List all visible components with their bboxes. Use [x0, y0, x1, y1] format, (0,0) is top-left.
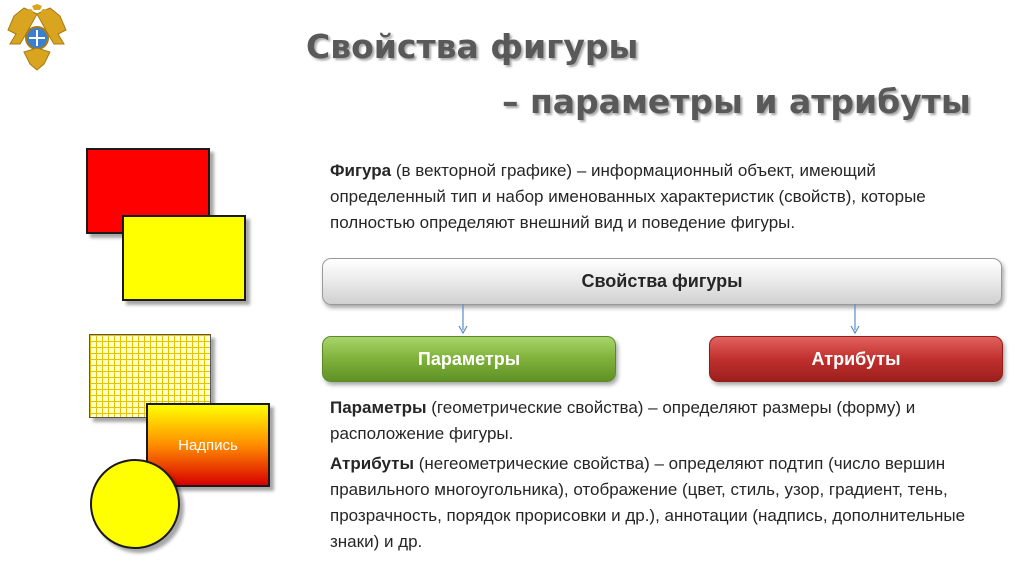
caption-box-label: Надпись [178, 436, 238, 454]
page-title-line2: – параметры и атрибуты [502, 82, 971, 121]
attributes-paragraph [330, 451, 998, 555]
parameters-paragraph [330, 395, 1000, 447]
diagram-parameters-box [322, 336, 616, 382]
parameters-term: Параметры [330, 398, 427, 417]
attributes-term: Атрибуты [330, 454, 414, 473]
diagram-parameters-label: Параметры [417, 349, 521, 369]
page-title-line1: Свойства фигуры [306, 27, 639, 66]
parameters-text: (геометрические свойства) – определяют размеры (форму) и расположение фигуры. [330, 398, 916, 443]
diagram-attributes-box [709, 336, 1003, 382]
definition-term: Фигура [330, 161, 392, 180]
attributes-text: (негеометрические свойства) – определяют подтип (число вершин правильного многоугольника), отображение (цвет, стиль, узор, градиент, тень, прозрачность, порядок прорисовки и др.), аннотации (надпись, дополнительные знаки) и др. [330, 454, 966, 551]
diagram-root-label: Свойства фигуры [581, 271, 743, 291]
definition-text: (в векторной графике) – информационный объект, имеющий определенный тип и набор именованных характеристик (свойств), которые полностью определяют внешний вид и поведение фигуры. [330, 161, 926, 232]
diagram-attributes-label: Атрибуты [811, 349, 901, 369]
